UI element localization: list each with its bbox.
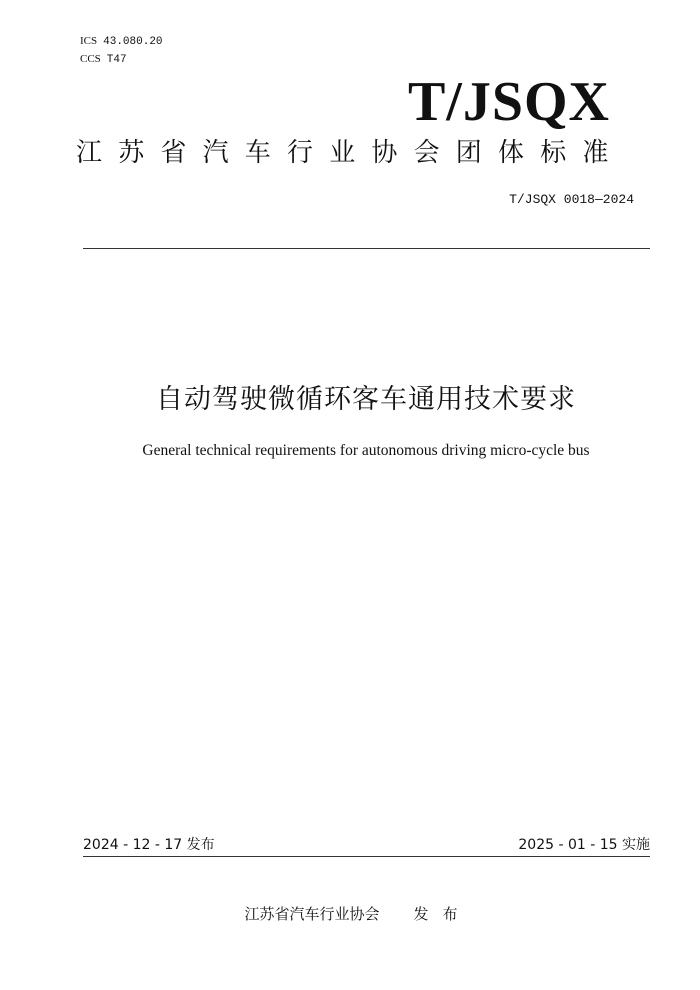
document-title-chinese: 自动驾驶微循环客车通用技术要求 [156,384,576,415]
ics-label: ICS [80,35,98,47]
document-title-english: General technical requirements for autonomous driving micro-cycle bus [142,442,590,459]
organization-title: 江苏省汽车行业协会团体标准 [76,138,625,168]
publisher-line [0,903,700,925]
ics-value: 43.080.20 [103,36,163,48]
implementation-date: 2025 - 01 - 15 实施 [518,837,650,853]
ccs-label: CCS [80,53,101,65]
standard-number: T/JSQX 0018—2024 [509,192,634,207]
standard-logo: T/JSQX [407,71,610,133]
footer-divider [83,856,650,857]
header-divider [83,248,650,249]
ccs-code [80,52,127,67]
ccs-value: T47 [106,54,127,66]
ics-code [80,34,163,49]
publisher-name: 江苏省汽车行业协会 [244,905,380,923]
issue-date: 2024 - 12 - 17 发布 [83,837,215,853]
publish-action: 发布 [413,905,472,923]
